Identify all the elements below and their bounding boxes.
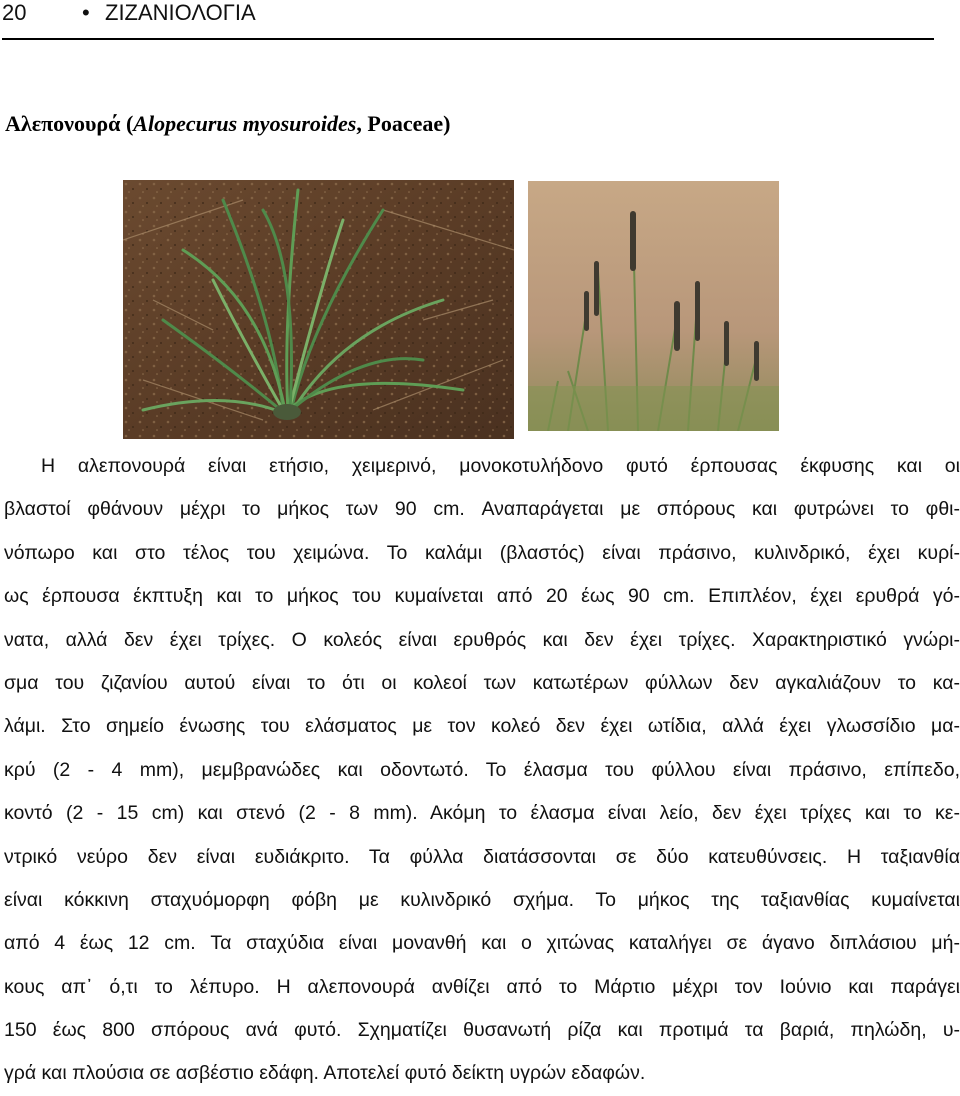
running-title: ΖΙΖΑΝΙΟΛΟΓΙΑ — [105, 0, 256, 25]
paragraph-line: κοντό (2 - 15 cm) και στενό (2 - 8 mm). Ακόμη το έλασμα είναι λείο, δεν έχει τρίχες και το κε- — [4, 802, 960, 825]
paragraph-line: ως έρπουσα έκπτυξη και το μήκος του κυμαίνεται από 20 έως 90 cm. Επιπλέον, έχει ερυθρά γό- — [4, 585, 960, 608]
paragraph-line: λάμι. Στο σημείο ένωσης του ελάσματος με τον κολεό δεν έχει ωτίδια, αλλά έχει γλωσσίδιο μα- — [4, 715, 960, 738]
page-number: 20 — [2, 0, 27, 25]
paragraph-line: νόπωρο και στο τέλος του χειμώνα. Το καλάμι (βλαστός) είναι πράσινο, κυλινδρικό, έχει κυρί- — [4, 541, 960, 564]
title-family: , Poaceae) — [356, 111, 451, 136]
grass-seedling-photo — [123, 180, 514, 439]
paragraph-line: ντρικό νεύρο δεν είναι ευδιάκριτο. Τα φύλλα διατάσσονται σε δύο κατευθύνσεις. Η ταξιανθία — [4, 845, 960, 868]
paragraph-line: νατα, αλλά δεν έχει τρίχες. Ο κολεός είναι ερυθρός και δεν έχει τρίχες. Χαρακτηριστικό γνώρι- — [4, 628, 960, 651]
section-title — [5, 111, 450, 137]
paragraph-line: είναι κόκκινη σταχυόμορφη φόβη με κυλινδρικό σχήμα. Το μήκος της ταξιανθίας κυμαίνεται — [4, 888, 960, 911]
paragraph-line: 150 έως 800 σπόρους ανά φυτό. Σχηματίζει θυσανωτή ρίζα και προτιμά τα βαριά, πηλώδη, υ- — [4, 1019, 960, 1042]
body-paragraph — [4, 445, 960, 1096]
paragraph-line: από 4 έως 12 cm. Τα σταχύδια είναι μονανθή και ο χιτώνας καταλήγει σε άγανο διπλάσιου μή- — [4, 932, 960, 955]
title-scientific-name: Alopecurus myosuroides — [133, 111, 357, 136]
paragraph-line: Η αλεπονουρά είναι ετήσιο, χειμερινό, μονοκοτυλήδονο φυτό έρπουσας έκφυσης και οι — [41, 455, 960, 477]
grass-spikes-photo — [528, 181, 779, 431]
paragraph-line: κους απ᾽ ό,τι το λέπυρο. Η αλεπονουρά ανθίζει από το Μάρτιο μέχρι τον Ιούνιο και παράγει — [4, 975, 960, 998]
bullet-icon: • — [82, 0, 90, 25]
paragraph-line: κρύ (2 - 4 mm), μεμβρανώδες και οδοντωτό. Το έλασμα του φύλλου είναι πράσινο, επίπεδο, — [4, 758, 960, 781]
paragraph-line: σμα του ζιζανίου αυτού είναι το ότι οι κολεοί των κατωτέρων φύλλων δεν αγκαλιάζουν το κα- — [4, 671, 960, 694]
title-common-name: Αλεπονουρά ( — [5, 111, 134, 136]
paragraph-line: βλαστοί φθάνουν μέχρι το μήκος των 90 cm. Αναπαράγεται με σπόρους και φυτρώνει το φθι- — [4, 498, 960, 521]
paragraph-line: γρά και πλούσια σε ασβέστιο εδάφη. Αποτελεί φυτό δείκτη υγρών εδαφών. — [4, 1062, 646, 1085]
page-header — [2, 0, 934, 40]
